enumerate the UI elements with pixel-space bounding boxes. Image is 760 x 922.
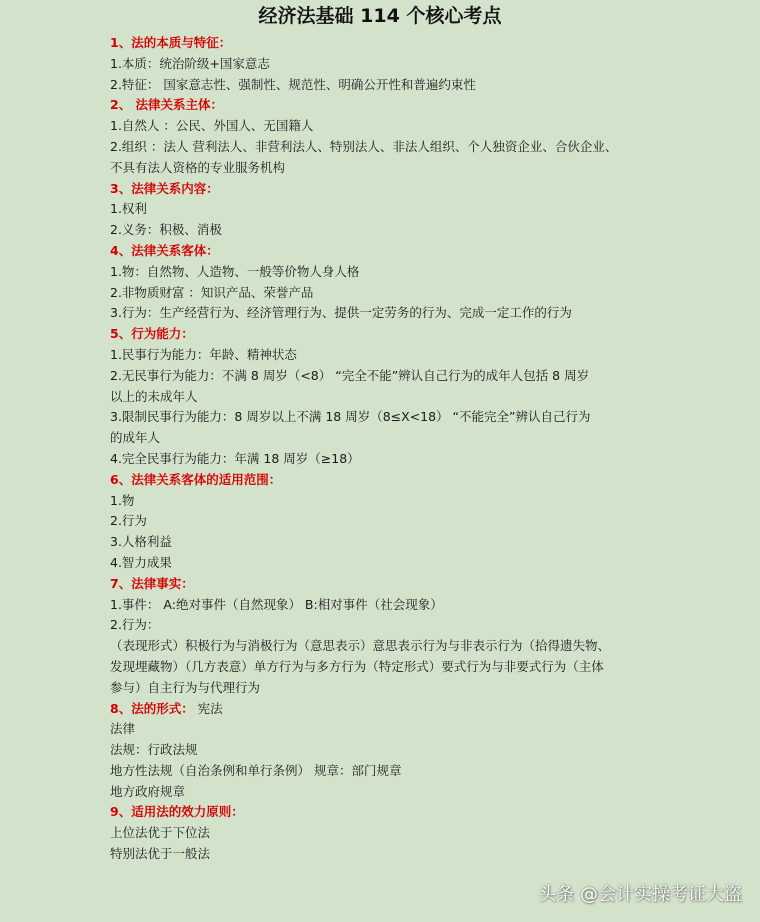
body-line: 1.物 <box>110 492 135 508</box>
section-heading: 5、行为能力： <box>110 326 194 342</box>
section-2 <box>110 95 670 178</box>
body-line: 2.组织 ：法人 营利法人、非营利法人、特别法人、非法人组织、个人独资企业、合伙企业、 <box>110 138 618 154</box>
section-5 <box>110 324 670 470</box>
body-line: 的成年人 <box>110 430 161 446</box>
section-1 <box>110 33 670 95</box>
body-line: 2.非物质财富 ：知识产品、荣誉产品 <box>110 284 314 300</box>
section-3 <box>110 179 670 241</box>
body-line: 3.人格利益 <box>110 534 172 550</box>
section-heading: 6、法律关系客体的适用范围： <box>110 471 282 487</box>
section-heading: 2、 法律关系主体： <box>110 97 224 113</box>
body-line: 2.行为 <box>110 513 147 529</box>
document-body <box>110 33 670 865</box>
body-line: 2.无民事行为能力：不满 8 周岁（<8） “完全不能”辨认自己行为的成年人包括 8 周岁 <box>110 367 590 383</box>
section-heading: 1、法的本质与特征： <box>110 35 232 50</box>
body-line: （表现形式）积极行为与消极行为（意思表示）意思表示行为与非表示行为（拾得遗失物、 <box>110 638 611 654</box>
section-8 <box>110 699 670 803</box>
section-7 <box>110 574 670 699</box>
section-heading-tail: 宪法 <box>193 700 223 716</box>
body-line: 法律 <box>110 721 136 737</box>
body-line: 4.完全民事行为能力：年满 18 周岁（≥18） <box>110 450 360 466</box>
watermark-text: 头条 @会计实操考证大盗 <box>538 884 742 905</box>
section-heading: 9、适用法的效力原则： <box>110 804 244 820</box>
body-line: 参与）自主行为与代理行为 <box>110 679 261 695</box>
section-heading: 4、法律关系客体： <box>110 242 219 258</box>
section-9 <box>110 802 670 864</box>
body-line: 地方政府规章 <box>110 783 186 799</box>
body-line: 1.自然人 ：公民、外国人、无国籍人 <box>110 118 314 134</box>
section-heading: 7、法律事实： <box>110 575 194 591</box>
section-heading-label: 8、法的形式： <box>110 700 194 716</box>
body-line: 3.行为：生产经营行为、经济管理行为、提供一定劳务的行为、完成一定工作的行为 <box>110 305 572 321</box>
section-4 <box>110 241 670 324</box>
section-heading <box>110 699 670 720</box>
body-line: 地方性法规（自治条例和单行条例） 规章：部门规章 <box>110 762 402 778</box>
body-line: 1.权利 <box>110 201 147 217</box>
body-line: 1.本质：统治阶级+国家意志 <box>110 55 270 71</box>
body-line: 法规：行政法规 <box>110 742 198 758</box>
body-line: 1.事件： A:绝对事件（自然现象） B:相对事件（社会现象） <box>110 596 443 612</box>
body-line: 3.限制民事行为能力：8 周岁以上不满 18 周岁（8≤X<18） “不能完全”辨认自己行为 <box>110 409 591 425</box>
section-heading: 3、法律关系内容： <box>110 180 219 196</box>
body-line: 特别法优于一般法 <box>110 846 211 862</box>
document-title: 经济法基础 114 个核心考点 <box>258 5 502 27</box>
body-line: 1.物：自然物、人造物、一般等价物人身人格 <box>110 263 360 279</box>
body-line: 发现埋藏物）（几方表意）单方行为与多方行为（特定形式）要式行为与非要式行为（主体 <box>110 658 604 674</box>
body-line: 4.智力成果 <box>110 554 172 570</box>
body-line: 2.义务：积极、消极 <box>110 222 222 238</box>
section-6 <box>110 470 670 574</box>
body-line: 上位法优于下位法 <box>110 825 211 841</box>
body-line: 以上的未成年人 <box>110 388 198 404</box>
body-line: 1.民事行为能力：年龄、精神状态 <box>110 346 297 362</box>
body-line: 2.特征： 国家意志性、强制性、规范性、明确公开性和普遍约束性 <box>110 76 476 92</box>
body-line: 2.行为： <box>110 617 160 633</box>
body-line: 不具有法人资格的专业服务机构 <box>110 159 286 175</box>
